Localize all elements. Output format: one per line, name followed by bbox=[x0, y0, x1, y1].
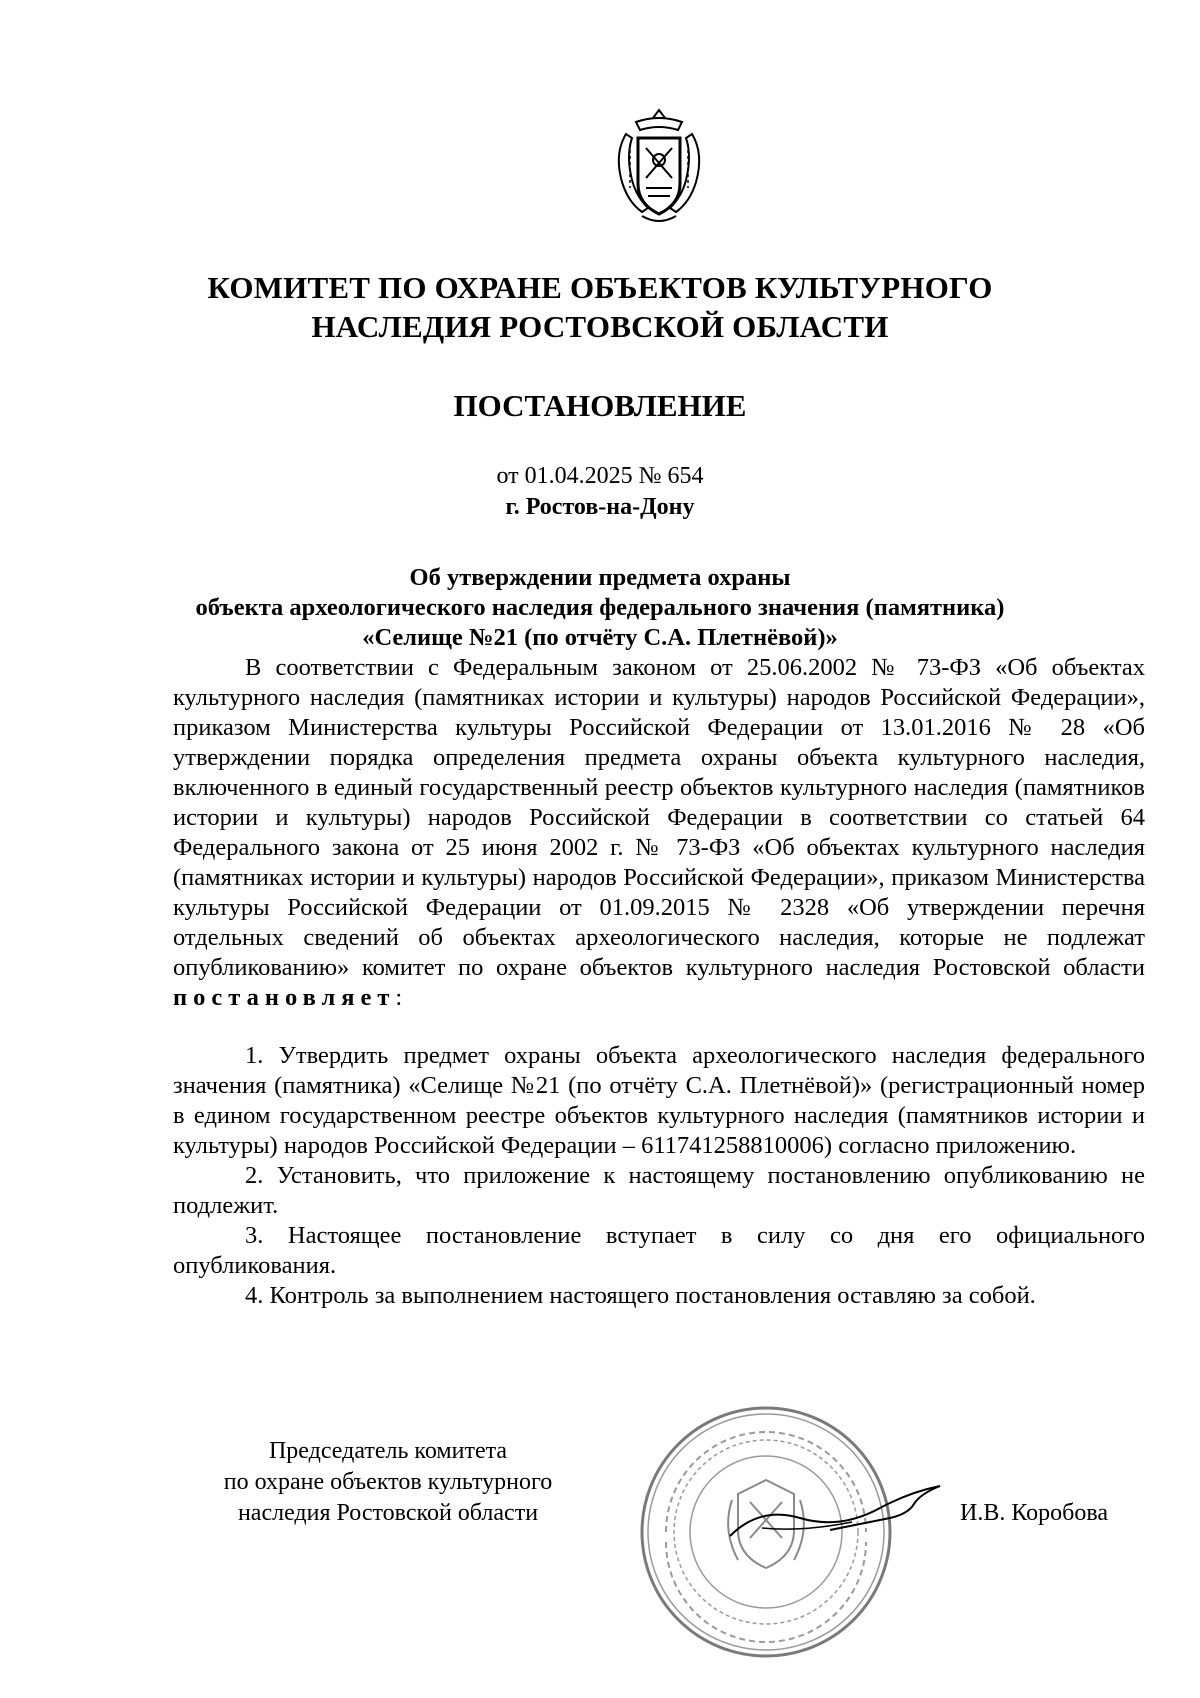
position-line-3: наследия Ростовской области bbox=[237, 1500, 539, 1526]
handwritten-signature bbox=[722, 1476, 962, 1556]
coat-of-arms-icon bbox=[606, 104, 712, 230]
preamble-colon: : bbox=[395, 984, 403, 1011]
document-type: ПОСТАНОВЛЕНИЕ bbox=[453, 388, 747, 423]
document-header bbox=[0, 268, 1200, 653]
resolves-word: постановляет bbox=[173, 984, 396, 1011]
preamble-text: В соответствии с Федеральным законом от 25.06.2002 № 73-ФЗ «Об объектах культурного наследия (памятниках истории и культуры) народов Российской Федерации», приказом Министерства культуры Российской Федерации от 13.01.2016 № 28 «Об утверждении порядка определения предмета охраны объекта культурного наследия, включенного в единый государственный реестр объектов культурного наследия (памятников истории и культуры) народов Российской Федерации в соответствии со статьей 64 Федерального закона от 25 июня 2002 г. № 73-ФЗ «Об объектах культурного наследия (памятниках истории и культуры) народов Российской Федерации», приказом Министерства культуры Российской Федерации от 01.09.2015 № 2328 «Об утверждении перечня отдельных сведений об объектах археологического наследия, которые не подлежат опубликованию» комитет по охране объектов культурного наследия Ростовской области bbox=[173, 654, 1145, 981]
subject-line-2: объекта археологического наследия федерального значения (памятника) bbox=[195, 594, 1005, 621]
subject-line-1: Об утверждении предмета охраны bbox=[409, 564, 791, 591]
signatory-position bbox=[168, 1436, 608, 1529]
position-line-1: Председатель комитета bbox=[268, 1438, 508, 1464]
signer-name: И.В. Коробова bbox=[960, 1500, 1109, 1526]
document-body bbox=[173, 653, 1145, 1311]
document-city: г. Ростов-на-Дону bbox=[505, 494, 695, 520]
resolution-item: 2. Установить, что приложение к настоящему постановлению опубликованию не подлежит. bbox=[173, 1162, 1145, 1219]
organization-name-line-2: НАСЛЕДИЯ РОСТОВСКОЙ ОБЛАСТИ bbox=[311, 309, 889, 344]
organization-name-line-1: КОМИТЕТ ПО ОХРАНЕ ОБЪЕКТОВ КУЛЬТУРНОГО bbox=[207, 270, 993, 305]
subject-line-3: «Селище №21 (по отчёту С.А. Плетнёвой)» bbox=[362, 624, 838, 651]
resolution-item: 3. Настоящее постановление вступает в силу со дня его официального опубликования. bbox=[173, 1222, 1145, 1279]
position-line-2: по охране объектов культурного bbox=[223, 1469, 553, 1495]
document-subject bbox=[0, 563, 1200, 653]
resolution-items bbox=[173, 1041, 1145, 1311]
preamble-paragraph bbox=[173, 653, 1145, 1013]
organization-name bbox=[0, 268, 1200, 346]
resolution-item: 4. Контроль за выполнением настоящего постановления оставляю за собой. bbox=[245, 1282, 1036, 1309]
resolution-item: 1. Утвердить предмет охраны объекта археологического наследия федерального значения (памятника) «Селище №21 (по отчёту С.А. Плетнёвой)» (регистрационный номер в едином государственном реестре объектов культурного наследия (памятников истории и культуры) народов Российской Федерации – 611741258810006) согласно приложению. bbox=[173, 1042, 1145, 1159]
document-date-number: от 01.04.2025 № 654 bbox=[496, 463, 704, 489]
